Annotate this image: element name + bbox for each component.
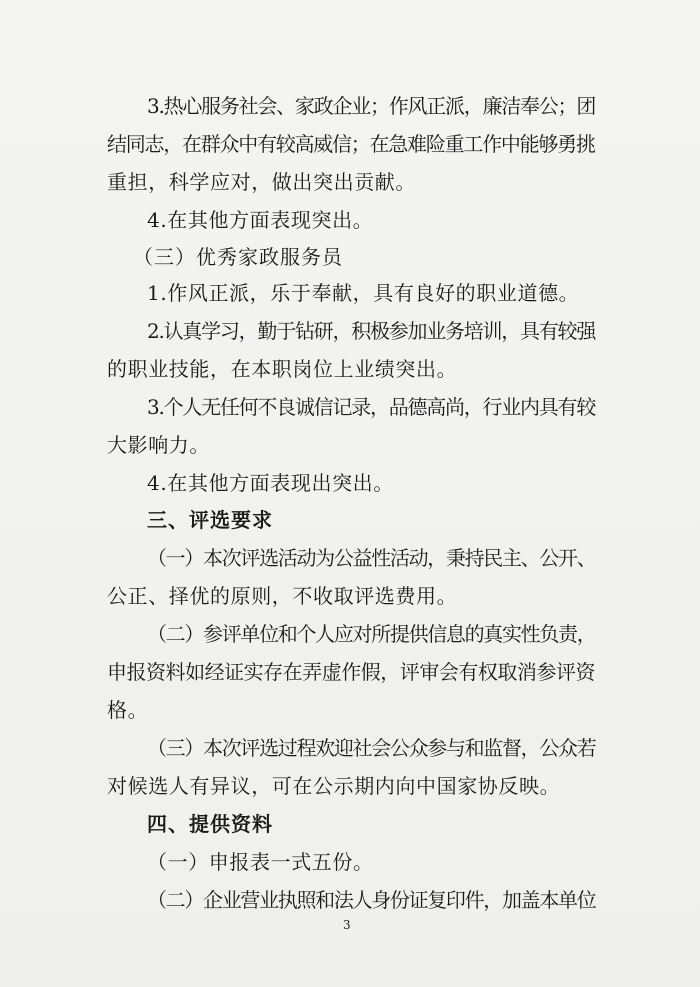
subsection-heading: （三）优秀家政服务员 xyxy=(133,245,343,269)
body-line: （一）申报表一式五份。 xyxy=(147,850,374,874)
body-line: （三）本次评选过程欢迎社会公众参与和监督，公众若 xyxy=(147,736,596,760)
body-line: 公正、择优的原则，不收取评选费用。 xyxy=(107,584,458,608)
body-line: 2.认真学习，勤于钻研，积极参加业务培训，具有较强 xyxy=(147,319,596,343)
section-heading: 三、评选要求 xyxy=(147,508,273,532)
body-line: （二）参评单位和个人应对所提供信息的真实性负责， xyxy=(147,622,596,646)
body-line: 格。 xyxy=(107,698,149,722)
body-line: 3.热心服务社会、家政企业；作风正派，廉洁奉公；团 xyxy=(147,94,596,118)
body-line: 申报资料如经证实存在弄虚作假，评审会有权取消参评资 xyxy=(107,660,595,684)
body-line: 4.在其他方面表现出突出。 xyxy=(147,471,394,495)
body-line: 结同志，在群众中有较高威信；在急难险重工作中能够勇挑 xyxy=(107,132,595,156)
body-line: （一）本次评选活动为公益性活动，秉持民主、公开、 xyxy=(147,546,596,570)
body-line: 的职业技能，在本职岗位上业绩突出。 xyxy=(107,357,458,381)
body-line: 大影响力。 xyxy=(107,433,210,457)
body-line: （二）企业营业执照和法人身份证复印件，加盖本单位 xyxy=(147,888,596,912)
body-line: 1.作风正派，乐于奉献，具有良好的职业道德。 xyxy=(147,281,580,305)
section-heading: 四、提供资料 xyxy=(147,812,273,836)
body-line: 3.个人无任何不良诚信记录，品德高尚，行业内具有较 xyxy=(147,395,596,419)
body-line: 对候选人有异议，可在公示期内向中国家协反映。 xyxy=(107,774,561,798)
page-number: 3 xyxy=(343,918,351,932)
body-line: 4.在其他方面表现突出。 xyxy=(147,208,374,232)
body-line: 重担，科学应对，做出突出贡献。 xyxy=(107,170,416,194)
